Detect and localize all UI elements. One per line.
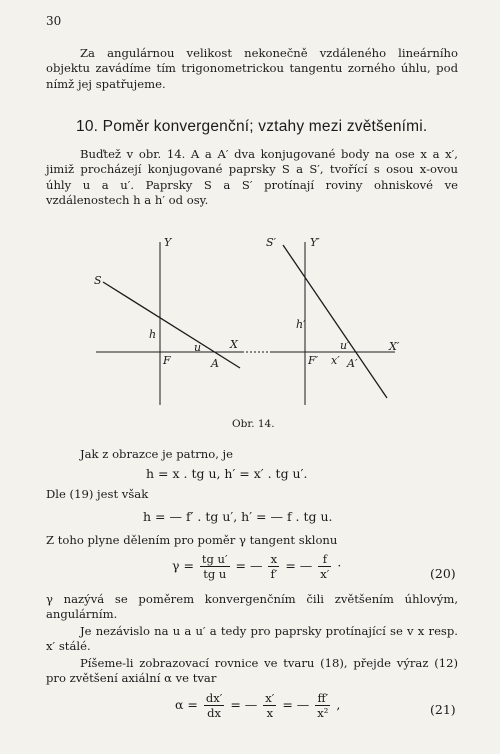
text-line-6: Píšeme-li zobrazovací rovnice ve tvaru (18), přejde výraz (12) pro zvětšení axiální α ve tvar — [46, 656, 458, 686]
page-number: 30 — [46, 14, 62, 28]
eq20-den-1: tg u — [203, 567, 227, 581]
eq21-frac-2 — [263, 691, 276, 720]
eq20-den-2: f′ — [270, 567, 278, 581]
ray-s — [103, 282, 240, 368]
equation-21: α = $\frac{dx'}{dx}$ = — $\frac{x'}{x}$ = — $\frac{ff'}{\text{x²}}$ , — [175, 691, 341, 720]
text-line-2: Dle (19) jest však — [46, 487, 149, 501]
label-a: A — [211, 357, 219, 370]
section-heading: 10. Poměr konvergenční; vztahy mezi zvětšeními. — [76, 118, 428, 135]
label-y-prime: Y′ — [310, 236, 320, 249]
label-u: u — [194, 341, 202, 354]
eq21-num-3: ff′ — [315, 691, 330, 706]
eq21-num-1: dx′ — [205, 691, 223, 705]
label-x-prime-axis: X′ — [389, 340, 400, 353]
label-s: S — [94, 274, 102, 287]
formula-2: h = — f′ . tg u′, h′ = — f . tg u. — [143, 509, 333, 524]
eq20-frac-3 — [318, 552, 331, 581]
eq20-frac-1 — [200, 552, 230, 581]
equation-20: γ = $\frac{\text{tg u′}}{\text{tg u}}$ = — $\frac{x}{f'}$ = — $\frac{f}{x'}$ · — [172, 552, 342, 581]
eq21-frac-3 — [315, 691, 330, 720]
text-line-5: Je nezávislo na u a u′ a tedy pro paprsky protínající se v x resp. x′ stálé. — [46, 624, 458, 654]
eq20-num-2: x — [268, 552, 279, 567]
paragraph-intro: Za angulárnou velikost nekonečně vzdáleného lineárního objektu zavádíme tím trigonometrickou tangentu zorného úhlu, pod nímž jej spatřujeme. — [46, 46, 458, 91]
label-x: X — [230, 338, 238, 351]
label-h: h — [149, 328, 157, 341]
eq21-frac-1 — [204, 691, 224, 720]
label-h-prime: h′ — [296, 318, 306, 331]
formula-1: h = x . tg u, h′ = x′ . tg u′. — [146, 466, 308, 481]
eq20-den-3: x′ — [320, 567, 330, 581]
eq20-lhs: γ = — [172, 558, 194, 573]
eq20-num-1: tg u′ — [201, 552, 228, 566]
figure-caption: Obr. 14. — [232, 418, 275, 430]
label-x-prime: x′ — [331, 354, 340, 367]
eq21-den-3: x² — [317, 706, 329, 720]
eq21-lhs: α = — [175, 697, 198, 712]
text-line-3: Z toho plyne dělením pro poměr γ tangent sklonu — [46, 533, 338, 547]
text-line-1: Jak z obrazce je patrno, je — [80, 447, 234, 461]
eq20-num-3: f — [318, 552, 331, 567]
label-y: Y — [164, 236, 172, 249]
eq21-den-2: x — [266, 706, 274, 720]
eq21-den-1: dx — [207, 706, 222, 720]
label-f: F — [163, 354, 171, 367]
paragraph-definition: Buďtež v obr. 14. A a A′ dva konjugované body na ose x a x′, jimiž procházejí konjugované paprsky S a S′, tvořící s osou x-ovou úhly u a u′. Paprsky S a S′ protínají roviny ohniskové ve vzdálenostech h a h′ od osy. — [46, 147, 458, 208]
equation-20-number: (20) — [430, 566, 456, 581]
text-line-4: γ nazývá se poměrem konvergenčním čili zvětšením úhlovým, angulárním. — [46, 592, 458, 622]
label-a-prime: A′ — [347, 357, 358, 370]
equation-21-number: (21) — [430, 702, 456, 717]
label-s-prime: S′ — [266, 236, 277, 249]
label-f-prime: F′ — [308, 354, 319, 367]
eq20-frac-2 — [268, 552, 279, 581]
eq21-num-2: x′ — [265, 691, 275, 705]
figure-diagram — [0, 230, 500, 420]
label-u-prime: u′ — [340, 339, 350, 352]
